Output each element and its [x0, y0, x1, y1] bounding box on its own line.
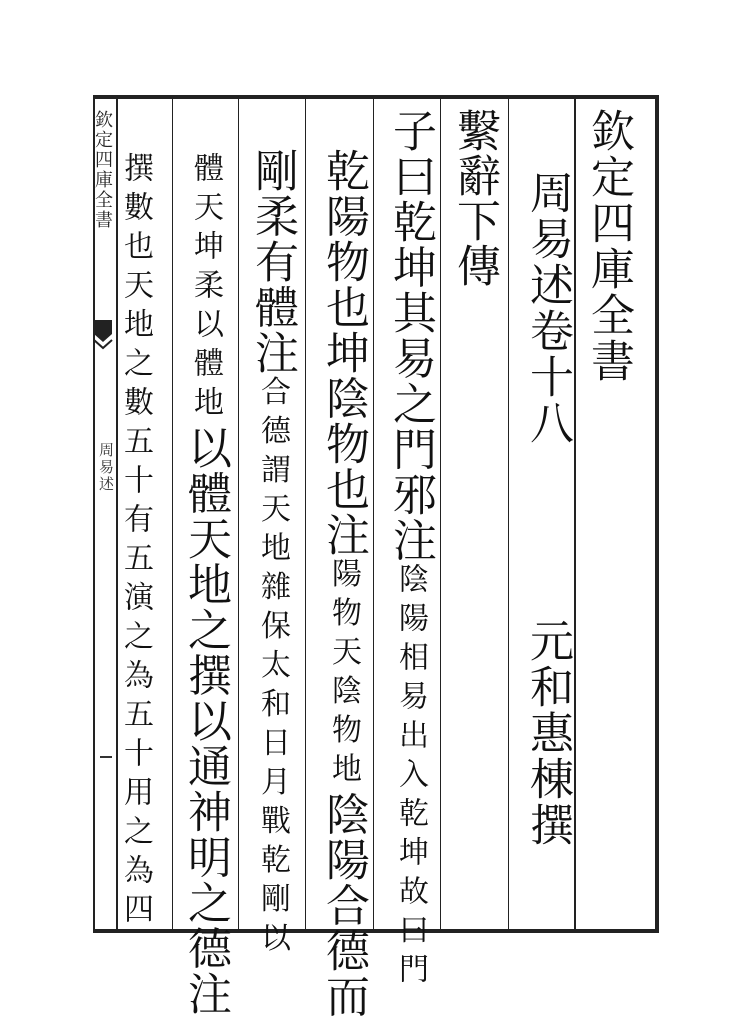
commentary-text: 陰陽相易出入乾坤故曰門	[393, 563, 428, 992]
main-text: 剛柔有體注	[247, 148, 298, 376]
text-column	[247, 148, 298, 961]
column-rule	[574, 99, 576, 929]
margin-chapter-title: 周易述	[97, 442, 115, 493]
column-rule	[373, 99, 374, 929]
text-column	[385, 108, 436, 992]
main-text: 乾陽物也坤陰物也注	[318, 148, 369, 558]
section-heading: 繫辭下傳	[449, 108, 500, 288]
author-line: 元和惠棟撰	[522, 618, 573, 848]
margin-page-mark	[100, 756, 112, 758]
margin-collection-title: 欽定四庫全書	[92, 110, 113, 230]
main-text: 子曰乾坤其易之門邪注	[385, 108, 436, 563]
text-column	[318, 148, 369, 1019]
commentary-text: 合德謂天地雜保太和日月戰乾剛以	[255, 375, 290, 961]
column-rule	[508, 99, 509, 929]
column-rule	[305, 99, 306, 929]
column-rule	[440, 99, 441, 929]
collection-title: 欽定四庫全書	[583, 108, 634, 384]
text-column	[118, 152, 153, 932]
fish-tail-icon	[92, 318, 114, 352]
main-text: 陰陽合德而	[318, 791, 369, 1019]
commentary-text: 陽物天陰物地	[326, 557, 361, 792]
main-text: 以體天地之撰以通神明之德注	[180, 425, 231, 1017]
text-column	[180, 152, 231, 1017]
volume-title: 周易述卷十八	[522, 170, 573, 446]
column-rule	[238, 99, 239, 929]
column-rule	[172, 99, 173, 929]
commentary-text: 撰數也天地之數五十有五演之為五十用之為四	[118, 152, 153, 932]
commentary-text: 體天坤柔以體地	[188, 152, 223, 425]
